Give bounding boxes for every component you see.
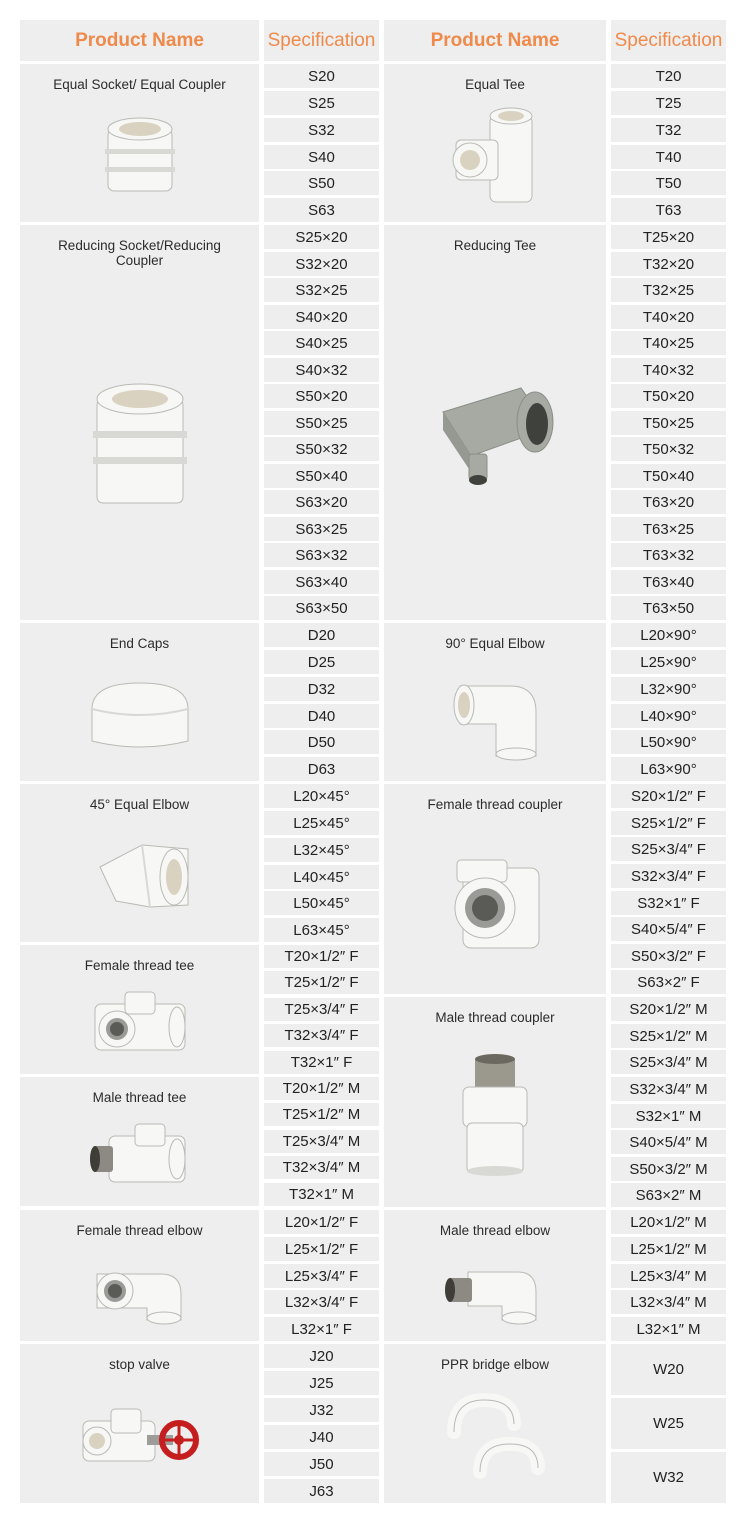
- spec-cell: T40×25: [611, 331, 726, 355]
- spec-cell: J25: [264, 1371, 379, 1395]
- spec-cell: T63×32: [611, 543, 726, 567]
- spec-cell: D63: [264, 757, 379, 781]
- spec-cell: T63: [611, 198, 726, 222]
- spec-cell: S50×40: [264, 464, 379, 488]
- spec-cell: L50×90°: [611, 730, 726, 754]
- spec-cell: T63×40: [611, 570, 726, 594]
- spec-cell: J63: [264, 1479, 379, 1503]
- spec-cell: D32: [264, 677, 379, 701]
- spec-cell: S32×1″ F: [611, 891, 726, 915]
- spec-cell: S63×20: [264, 490, 379, 514]
- spec-cell: D50: [264, 730, 379, 754]
- specification-header: Specification: [611, 20, 726, 61]
- spec-cell: D40: [264, 704, 379, 728]
- spec-cell: S63×25: [264, 517, 379, 541]
- male-thread-tee-icon: [20, 1105, 259, 1206]
- spec-cell: T40×20: [611, 305, 726, 329]
- spec-cell: S20: [264, 64, 379, 88]
- spec-cell: S63×50: [264, 596, 379, 620]
- spec-cell: S20×1/2″ F: [611, 784, 726, 808]
- spec-cell: T32×20: [611, 252, 726, 276]
- product-name-cell: [384, 784, 606, 994]
- product-name-cell: [20, 784, 259, 942]
- spec-cell: L20×1/2″ F: [264, 1210, 379, 1234]
- spec-cell: T25×1/2″ M: [264, 1103, 379, 1126]
- female-thread-tee-icon: [20, 973, 259, 1074]
- spec-cell: S40×5/4″ M: [611, 1130, 726, 1154]
- product-name: 90° Equal Elbow: [445, 636, 545, 651]
- spec-cell: T32×25: [611, 278, 726, 302]
- spec-cell: S40×32: [264, 358, 379, 382]
- spec-cell: T32×1″ M: [264, 1183, 379, 1206]
- spec-cell: S25: [264, 91, 379, 115]
- product-name: Male thread coupler: [435, 1010, 555, 1025]
- spec-cell: T40×32: [611, 358, 726, 382]
- product-name: stop valve: [109, 1357, 170, 1372]
- spec-cell: S25×1/2″ M: [611, 1024, 726, 1048]
- equal-tee-icon: [384, 92, 606, 222]
- spec-cell: T32×3/4″ M: [264, 1156, 379, 1179]
- spec-cell: T50×25: [611, 411, 726, 435]
- product-name-cell: [384, 225, 606, 620]
- spec-cell: S32×1″ M: [611, 1104, 726, 1128]
- product-name-cell: [384, 64, 606, 222]
- stop-valve-icon: [20, 1372, 259, 1503]
- spec-cell: L32×1″ M: [611, 1317, 726, 1341]
- product-name-header: Product Name: [20, 20, 259, 61]
- spec-cell: J40: [264, 1425, 379, 1449]
- spec-cell: L25×1/2″ M: [611, 1237, 726, 1261]
- product-name: End Caps: [109, 636, 170, 651]
- spec-cell: S32×3/4″ F: [611, 864, 726, 888]
- spec-cell: L32×3/4″ M: [611, 1290, 726, 1314]
- spec-cell: T25×3/4″ M: [264, 1130, 379, 1153]
- spec-cell: T25: [611, 91, 726, 115]
- spec-cell: T32×3/4″ F: [264, 1024, 379, 1047]
- product-name-cell: [384, 1344, 606, 1503]
- product-name-cell: [384, 1210, 606, 1341]
- spec-cell: S25×3/4″ F: [611, 837, 726, 861]
- spec-cell: L25×3/4″ F: [264, 1264, 379, 1288]
- product-name: Reducing Tee: [453, 238, 537, 253]
- spec-cell: S63×40: [264, 570, 379, 594]
- product-name: Equal Tee: [465, 77, 525, 92]
- spec-cell: S50×3/2″ F: [611, 944, 726, 968]
- product-name: Male thread elbow: [439, 1223, 551, 1238]
- spec-cell: T32: [611, 118, 726, 142]
- spec-cell: T63×50: [611, 596, 726, 620]
- spec-cell: S63×2″ M: [611, 1183, 726, 1207]
- spec-cell: T63×20: [611, 490, 726, 514]
- spec-cell: S20×1/2″ M: [611, 997, 726, 1021]
- spec-cell: S50: [264, 171, 379, 195]
- spec-cell: J50: [264, 1452, 379, 1476]
- spec-cell: T50×32: [611, 437, 726, 461]
- spec-cell: S25×3/4″ M: [611, 1050, 726, 1074]
- product-name-cell: [20, 945, 259, 1074]
- spec-cell: S50×25: [264, 411, 379, 435]
- spec-cell: L40×90°: [611, 704, 726, 728]
- spec-cell: T25×20: [611, 225, 726, 249]
- product-name-cell: [20, 64, 259, 222]
- spec-cell: W25: [611, 1398, 726, 1449]
- spec-cell: S50×32: [264, 437, 379, 461]
- spec-cell: L25×45°: [264, 811, 379, 835]
- product-name: Male thread tee: [92, 1090, 187, 1105]
- product-name-cell: [384, 623, 606, 781]
- spec-cell: L32×3/4″ F: [264, 1290, 379, 1314]
- product-name: Equal Socket/ Equal Coupler: [53, 77, 226, 92]
- spec-cell: S50×20: [264, 384, 379, 408]
- spec-cell: S32×25: [264, 278, 379, 302]
- product-name: Female thread elbow: [76, 1223, 203, 1238]
- product-name: Female thread coupler: [427, 797, 563, 812]
- spec-cell: S32×3/4″ M: [611, 1077, 726, 1101]
- spec-cell: T50: [611, 171, 726, 195]
- female-thread-elbow-icon: [20, 1238, 259, 1341]
- spec-cell: D25: [264, 650, 379, 674]
- spec-cell: L25×3/4″ M: [611, 1264, 726, 1288]
- spec-cell: L63×45°: [264, 918, 379, 942]
- spec-cell: W32: [611, 1452, 726, 1503]
- product-name: Reducing Socket/Reducing Coupler: [58, 238, 221, 268]
- spec-cell: L32×1″ F: [264, 1317, 379, 1341]
- spec-cell: L40×45°: [264, 865, 379, 889]
- spec-cell: D20: [264, 623, 379, 647]
- spec-cell: L63×90°: [611, 757, 726, 781]
- spec-cell: L32×90°: [611, 677, 726, 701]
- spec-cell: T25×3/4″ F: [264, 998, 379, 1021]
- spec-cell: S63: [264, 198, 379, 222]
- spec-cell: S63×32: [264, 543, 379, 567]
- reducing-tee-icon: [384, 253, 606, 620]
- equal-socket-icon: [20, 92, 259, 222]
- spec-cell: L20×45°: [264, 784, 379, 808]
- spec-cell: T40: [611, 145, 726, 169]
- spec-cell: T63×25: [611, 517, 726, 541]
- spec-cell: L25×1/2″ F: [264, 1237, 379, 1261]
- product-name: PPR bridge elbow: [440, 1357, 550, 1372]
- spec-cell: T50×40: [611, 464, 726, 488]
- product-name-cell: [20, 1077, 259, 1206]
- elbow-45-icon: [20, 812, 259, 942]
- product-name: Female thread tee: [84, 958, 195, 973]
- reducing-socket-icon: [20, 268, 259, 620]
- spec-cell: S32×20: [264, 252, 379, 276]
- female-thread-coupler-icon: [384, 812, 606, 994]
- spec-cell: S40×25: [264, 331, 379, 355]
- spec-cell: T20×1/2″ F: [264, 945, 379, 968]
- spec-cell: T32×1″ F: [264, 1051, 379, 1074]
- spec-cell: L25×90°: [611, 650, 726, 674]
- spec-cell: T50×20: [611, 384, 726, 408]
- spec-cell: T25×1/2″ F: [264, 971, 379, 994]
- product-name-cell: [20, 225, 259, 620]
- spec-cell: S40×20: [264, 305, 379, 329]
- product-name: 45° Equal Elbow: [89, 797, 190, 812]
- spec-cell: T20×1/2″ M: [264, 1077, 379, 1100]
- spec-cell: J20: [264, 1344, 379, 1368]
- spec-cell: L50×45°: [264, 891, 379, 915]
- spec-cell: L32×45°: [264, 838, 379, 862]
- spec-cell: L20×90°: [611, 623, 726, 647]
- spec-cell: S25×1/2″ F: [611, 811, 726, 835]
- spec-cell: S25×20: [264, 225, 379, 249]
- bridge-elbow-icon: [384, 1372, 606, 1503]
- spec-cell: S40×5/4″ F: [611, 917, 726, 941]
- spec-cell: S50×3/2″ M: [611, 1157, 726, 1181]
- male-thread-coupler-icon: [384, 1025, 606, 1207]
- end-cap-icon: [20, 651, 259, 781]
- product-name-cell: [20, 1344, 259, 1503]
- spec-cell: S40: [264, 145, 379, 169]
- spec-cell: J32: [264, 1398, 379, 1422]
- spec-cell: T20: [611, 64, 726, 88]
- male-thread-elbow-icon: [384, 1238, 606, 1341]
- spec-cell: W20: [611, 1344, 726, 1395]
- product-name-cell: [20, 623, 259, 781]
- product-name-header: Product Name: [384, 20, 606, 61]
- spec-cell: L20×1/2″ M: [611, 1210, 726, 1234]
- spec-cell: S32: [264, 118, 379, 142]
- elbow-90-icon: [384, 651, 606, 781]
- product-name-cell: [20, 1210, 259, 1341]
- product-name-cell: [384, 997, 606, 1207]
- specification-header: Specification: [264, 20, 379, 61]
- spec-cell: S63×2″ F: [611, 970, 726, 994]
